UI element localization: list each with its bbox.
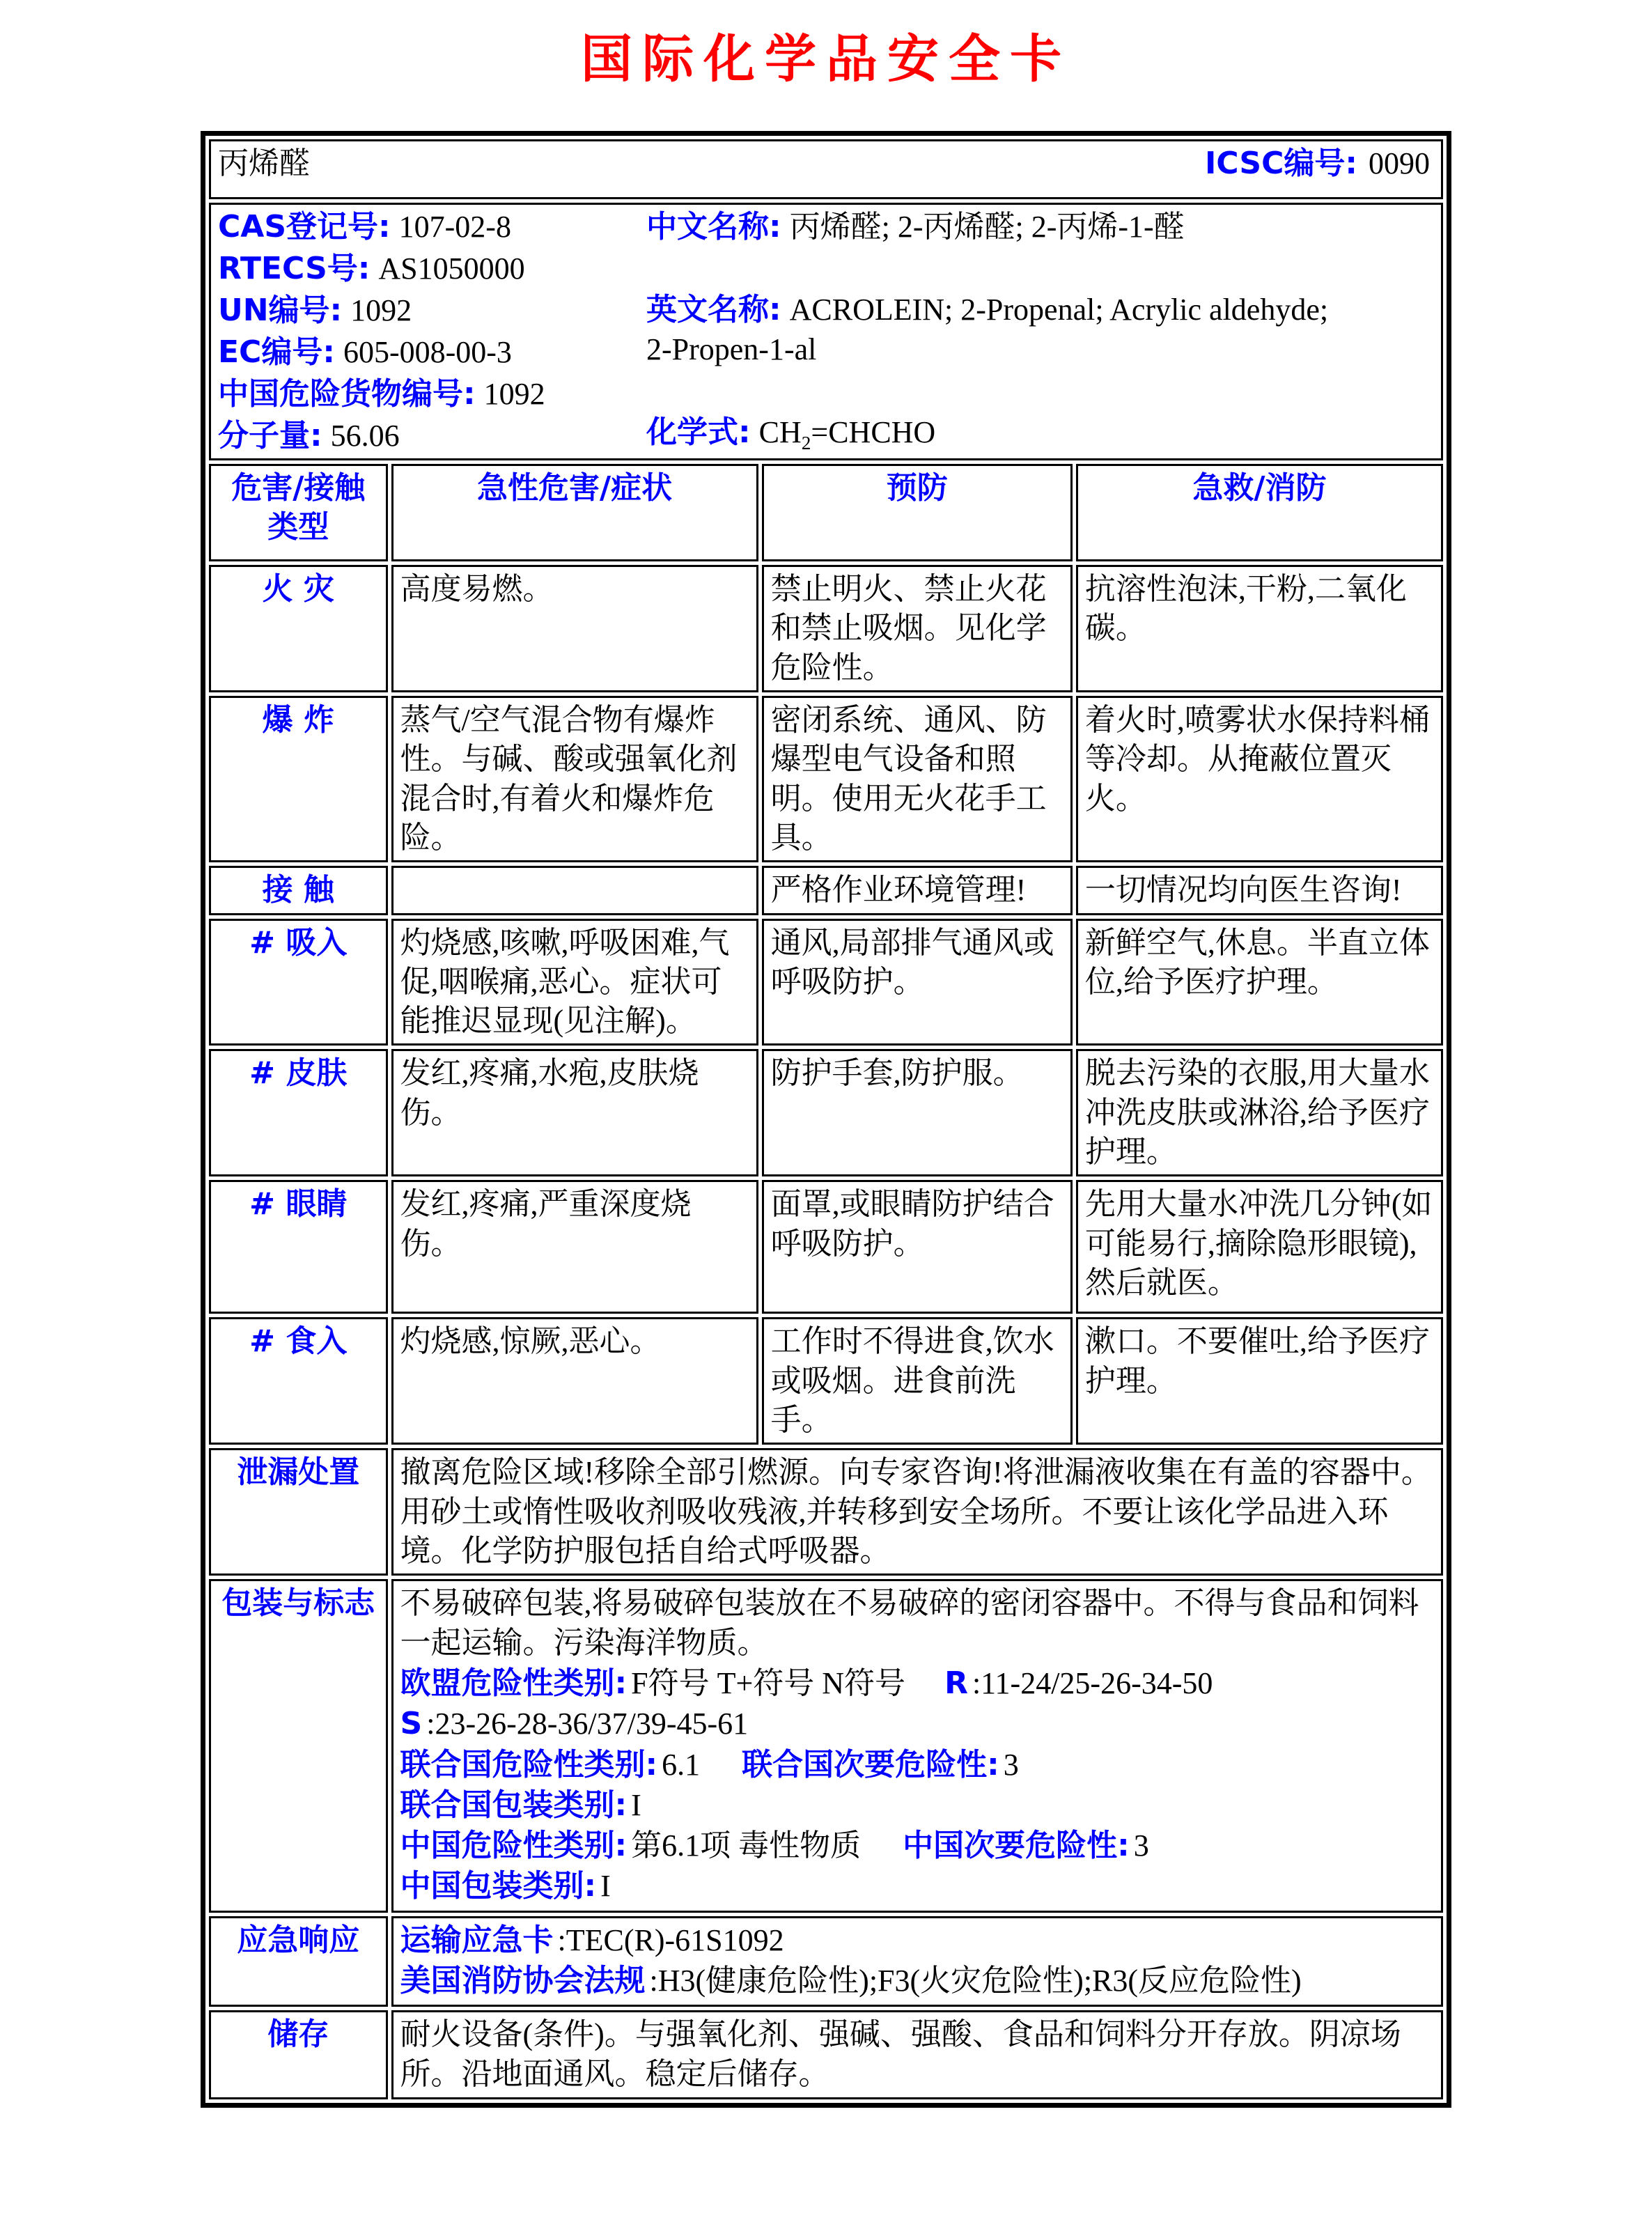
- identifier-value: 1092: [483, 376, 545, 411]
- cn-class-label: 中国危险性类别:: [400, 1828, 628, 1864]
- identifier-label: CAS登记号:: [218, 209, 391, 244]
- info-cell: [209, 203, 1443, 460]
- card-header-row: [209, 139, 1443, 199]
- hazard-row-contact: [209, 866, 1443, 915]
- emergency-content: [391, 1916, 1443, 2007]
- identifier-ec: [218, 333, 646, 372]
- cn-name-label: 中文名称:: [646, 209, 781, 244]
- prevention-cell: 严格作业环境管理!: [762, 866, 1073, 915]
- spill-section-row: [209, 1448, 1443, 1576]
- un-pack-label: 联合国包装类别:: [400, 1787, 628, 1823]
- packaging-intro: 不易破碎包装,将易破碎包装放在不易破碎的密闭容器中。不得与食品和饲料一起运输。污染海洋物质。: [400, 1586, 1419, 1660]
- un-sub-label: 联合国次要危险性:: [742, 1746, 999, 1782]
- hazard-type-cell: # 皮肤: [209, 1049, 388, 1176]
- identifier-list: [218, 208, 646, 456]
- cn-sub-label: 中国次要危险性:: [903, 1828, 1130, 1864]
- identifier-label: RTECS号:: [218, 250, 371, 286]
- s-phrases-line: [400, 1704, 1434, 1743]
- cn-name-value: 丙烯醛; 2-丙烯醛; 2-丙烯-1-醛: [789, 210, 1185, 244]
- identifier-value: 107-02-8: [398, 210, 511, 244]
- cn-class-value: 第6.1项 毒性物质: [631, 1828, 862, 1863]
- column-header-prevention: 预防: [762, 464, 1073, 561]
- first-aid-cell: 脱去污染的衣服,用大量水冲洗皮肤或淋浴,给予医疗护理。: [1076, 1049, 1443, 1176]
- hazard-type-cell: # 食入: [209, 1317, 388, 1445]
- chemical-name: 丙烯醛: [218, 146, 310, 180]
- chemical-formula: [646, 413, 1434, 456]
- column-header-symptoms: 急性危害/症状: [391, 464, 758, 561]
- chinese-names: [646, 208, 1434, 247]
- icsc-number-value: 0090: [1369, 146, 1430, 180]
- hazard-type-cell: 火 灾: [209, 565, 388, 692]
- identifier-cas: [218, 208, 646, 247]
- cn-pack-line: [400, 1867, 1434, 1906]
- emergency-section-label: 应急响应: [209, 1916, 388, 2007]
- identifier-label: 中国危险货物编号:: [218, 375, 476, 412]
- packaging-section-row: [209, 1579, 1443, 1913]
- un-sub-value: 3: [1003, 1747, 1019, 1782]
- symptoms-cell: 灼烧感,咳嗽,呼吸困难,气促,咽喉痛,恶心。症状可能推迟显现(见注解)。: [391, 919, 758, 1046]
- cn-sub-value: 3: [1133, 1828, 1149, 1863]
- icsc-table: [205, 136, 1447, 2103]
- formula-value: $CH_2=CHCHO$: [758, 415, 936, 454]
- un-pack-line: [400, 1786, 1434, 1825]
- cn-class-line: [400, 1826, 1434, 1865]
- symptoms-cell: 蒸气/空气混合物有爆炸性。与碱、酸或强氧化剂混合时,有着火和爆炸危险。: [391, 696, 758, 862]
- column-header-type: 危害/接触 类型: [209, 464, 388, 561]
- first-aid-cell: 一切情况均向医生咨询!: [1076, 866, 1443, 915]
- hazard-row-eyes: [209, 1180, 1443, 1314]
- first-aid-cell: 抗溶性泡沫,干粉,二氧化碳。: [1076, 565, 1443, 692]
- identifier-mol-weight: [218, 417, 646, 456]
- spill-section-label: 泄漏处置: [209, 1448, 388, 1576]
- formula-label: 化学式:: [646, 414, 751, 451]
- card-header-cell: [209, 139, 1443, 199]
- cn-pack-value: I: [600, 1869, 611, 1904]
- prevention-cell: 面罩,或眼睛防护结合呼吸防护。: [762, 1180, 1073, 1314]
- hazard-row-explosion: [209, 696, 1443, 862]
- identifier-un: [218, 291, 646, 330]
- identifier-value: 605-008-00-3: [343, 334, 512, 369]
- prevention-cell: 密闭系统、通风、防爆型电气设备和照明。使用无火花手工具。: [762, 696, 1073, 862]
- hazard-type-cell: 爆 炸: [209, 696, 388, 862]
- identifier-value: AS1050000: [378, 251, 525, 286]
- hazard-header-row: [209, 464, 1443, 561]
- identifier-rtecs: [218, 249, 646, 288]
- prevention-cell: 禁止明火、禁止火花和禁止吸烟。见化学危险性。: [762, 565, 1073, 692]
- cn-pack-label: 中国包装类别:: [400, 1868, 597, 1904]
- prevention-cell: 通风,局部排气通风或呼吸防护。: [762, 919, 1073, 1046]
- nfpa-value: :H3(健康危险性);F3(火灾危险性);R3(反应危险性): [649, 1964, 1302, 1998]
- un-class-line: [400, 1746, 1434, 1785]
- hazard-row-ingestion: [209, 1317, 1443, 1445]
- page-title: 国际化学品安全卡: [581, 29, 1071, 89]
- nfpa-line: [400, 1961, 1434, 2000]
- symptoms-cell: 高度易燃。: [391, 565, 758, 692]
- transport-card-label: 运输应急卡: [400, 1922, 554, 1958]
- un-class-value: 6.1: [662, 1747, 701, 1782]
- prevention-cell: 防护手套,防护服。: [762, 1049, 1073, 1176]
- hazard-type-cell: # 眼睛: [209, 1180, 388, 1314]
- packaging-content: [391, 1579, 1443, 1913]
- storage-section-row: [209, 2010, 1443, 2099]
- icsc-number-label: ICSC编号:: [1204, 146, 1357, 181]
- un-pack-value: I: [631, 1787, 641, 1822]
- symptoms-cell: [391, 866, 758, 915]
- r-phrases-label: R: [944, 1665, 968, 1701]
- identifier-china-dg: [218, 375, 646, 414]
- emergency-section-row: [209, 1916, 1443, 2007]
- symptoms-cell: 灼烧感,惊厥,恶心。: [391, 1317, 758, 1445]
- un-class-label: 联合国危险性类别:: [400, 1746, 658, 1782]
- storage-content: 耐火设备(条件)。与强氧化剂、强碱、强酸、食品和饲料分开存放。阴凉场所。沿地面通风。稳定后储存。: [391, 2010, 1443, 2099]
- identifier-value: 56.06: [330, 418, 400, 453]
- first-aid-cell: 漱口。不要催吐,给予医疗护理。: [1076, 1317, 1443, 1445]
- info-row: [209, 203, 1443, 460]
- column-header-first-aid: 急救/消防: [1076, 464, 1443, 561]
- hazard-type-cell: # 吸入: [209, 919, 388, 1046]
- transport-card-line: [400, 1921, 1434, 1960]
- en-name-value: ACROLEIN; 2-Propenal; Acrylic aldehyde; 2-Propen-1-al: [646, 293, 1329, 366]
- hazard-row-fire: [209, 565, 1443, 692]
- first-aid-cell: 先用大量水冲洗几分钟(如可能易行,摘除隐形眼镜),然后就医。: [1076, 1180, 1443, 1314]
- english-names: [646, 290, 1353, 369]
- storage-section-label: 储存: [209, 2010, 388, 2099]
- first-aid-cell: 着火时,喷雾状水保持料桶等冷却。从掩蔽位置灭火。: [1076, 696, 1443, 862]
- identifier-label: UN编号:: [218, 292, 343, 328]
- eu-hazard-line: [400, 1664, 1434, 1703]
- s-phrases-value: :23-26-28-36/37/39-45-61: [426, 1707, 749, 1741]
- hazard-row-inhalation: [209, 919, 1443, 1046]
- identifier-label: 分子量:: [218, 417, 322, 453]
- transport-card-value: :TEC(R)-61S1092: [557, 1922, 784, 1957]
- prevention-cell: 工作时不得进食,饮水或吸烟。进食前洗手。: [762, 1317, 1073, 1445]
- packaging-section-label: 包装与标志: [209, 1579, 388, 1913]
- icsc-card: [201, 131, 1451, 2108]
- nfpa-label: 美国消防协会法规: [400, 1963, 646, 1999]
- en-name-label: 英文名称:: [646, 292, 781, 328]
- icsc-number-group: [1205, 144, 1434, 183]
- s-phrases-label: S: [400, 1706, 423, 1742]
- symptoms-cell: 发红,疼痛,水疱,皮肤烧伤。: [391, 1049, 758, 1176]
- name-block: [646, 208, 1434, 456]
- symptoms-cell: 发红,疼痛,严重深度烧伤。: [391, 1180, 758, 1314]
- first-aid-cell: 新鲜空气,休息。半直立体位,给予医疗护理。: [1076, 919, 1443, 1046]
- eu-class-label: 欧盟危险性类别:: [400, 1665, 628, 1701]
- hazard-type-cell: 接 触: [209, 866, 388, 915]
- identifier-label: EC编号:: [218, 334, 335, 370]
- identifier-value: 1092: [350, 293, 412, 327]
- eu-class-value: F符号 T+符号 N符号: [631, 1665, 906, 1700]
- hazard-row-skin: [209, 1049, 1443, 1176]
- spill-content: 撤离危险区域!移除全部引燃源。向专家咨询!将泄漏液收集在有盖的容器中。用砂土或惰性吸收剂吸收残液,并转移到安全场所。不要让该化学品进入环境。化学防护服包括自给式呼吸器。: [391, 1448, 1443, 1576]
- r-phrases-value: :11-24/25-26-34-50: [972, 1665, 1213, 1700]
